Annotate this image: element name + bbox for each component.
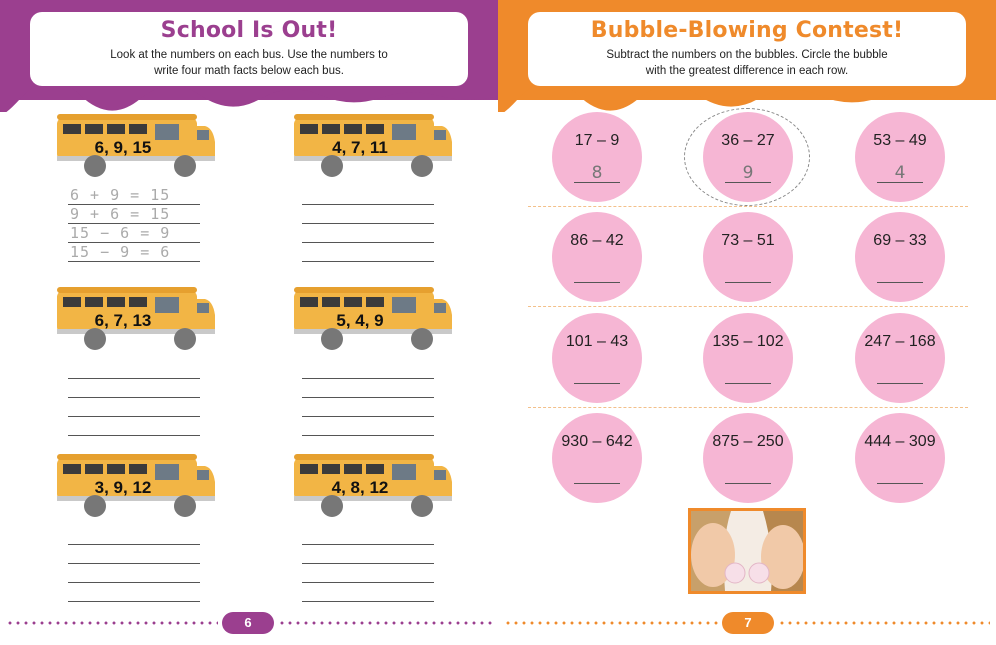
bus-numbers: 4, 7, 11 <box>332 138 388 157</box>
traced-fact: 9 + 6 = 15 <box>70 205 171 223</box>
page-title: Bubble-Blowing Contest! <box>590 18 904 43</box>
subtraction-problem: 86 – 42 <box>570 232 624 249</box>
bubble[interactable] <box>552 112 642 202</box>
subtraction-problem: 17 – 9 <box>574 132 620 149</box>
bus-numbers: 6, 9, 15 <box>94 138 152 157</box>
answer-line[interactable] <box>574 365 620 384</box>
school-bus <box>55 452 217 524</box>
answer-line[interactable] <box>302 417 434 436</box>
subtraction-problem: 69 – 33 <box>873 232 927 249</box>
footer-dots <box>278 621 492 625</box>
answer-line[interactable] <box>302 583 434 602</box>
answer-line[interactable] <box>574 264 620 283</box>
right-page <box>498 0 996 645</box>
page-title: School Is Out! <box>160 18 338 43</box>
subtraction-problem: 73 – 51 <box>721 232 775 249</box>
traced-fact: 15 − 9 = 6 <box>70 243 171 261</box>
bubble[interactable] <box>552 313 642 403</box>
subtraction-problem: 101 – 43 <box>565 333 629 350</box>
answer-line[interactable] <box>302 243 434 262</box>
answer-line[interactable] <box>877 264 923 283</box>
row-divider <box>528 306 968 307</box>
footer-dots <box>6 621 218 625</box>
answer-line[interactable]: 8 <box>574 164 620 183</box>
school-bus <box>55 112 217 184</box>
subtraction-problem: 444 – 309 <box>864 433 936 450</box>
school-bus <box>55 285 217 357</box>
answer-line[interactable] <box>302 224 434 243</box>
answer-line[interactable] <box>68 564 200 583</box>
bubble[interactable] <box>855 212 945 302</box>
fact-lines <box>302 186 434 262</box>
answer-line[interactable] <box>877 465 923 484</box>
fact-lines <box>68 360 200 436</box>
answer-line[interactable] <box>725 365 771 384</box>
fact-lines <box>302 360 434 436</box>
answer-line[interactable] <box>68 526 200 545</box>
page-number: 6 <box>222 612 274 634</box>
row-divider <box>528 407 968 408</box>
page-number: 7 <box>722 612 774 634</box>
subtraction-problem: 247 – 168 <box>864 333 936 350</box>
answer-line[interactable]: 4 <box>877 164 923 183</box>
traced-fact: 15 − 6 = 9 <box>70 224 171 242</box>
school-bus <box>292 285 454 357</box>
answer-line[interactable] <box>68 186 200 205</box>
bus-numbers: 5, 4, 9 <box>336 311 384 330</box>
bus-numbers: 6, 7, 13 <box>94 311 152 330</box>
bubble[interactable] <box>703 313 793 403</box>
answer-line[interactable]: 9 <box>725 164 771 183</box>
right-title-box <box>528 12 966 86</box>
subtraction-problem: 875 – 250 <box>712 433 784 450</box>
answer-line[interactable] <box>68 398 200 417</box>
subtraction-problem: 53 – 49 <box>873 132 927 149</box>
row-divider <box>528 206 968 207</box>
instructions: Subtract the numbers on the bubbles. Circle the bubble with the greatest difference in each row. <box>606 49 888 77</box>
bubble-gum-photo <box>688 508 806 594</box>
answer-line[interactable] <box>302 360 434 379</box>
answer-line[interactable] <box>877 365 923 384</box>
fact-lines <box>68 186 200 262</box>
answer-line[interactable] <box>68 545 200 564</box>
girls-blowing-bubbles-image <box>691 511 803 591</box>
answer-line[interactable] <box>68 243 200 262</box>
answer-line[interactable] <box>68 205 200 224</box>
answer-line[interactable] <box>302 205 434 224</box>
answer-line[interactable] <box>302 564 434 583</box>
bubble[interactable] <box>855 112 945 202</box>
bubble[interactable] <box>552 413 642 503</box>
answer-line[interactable] <box>68 360 200 379</box>
answer-line[interactable] <box>725 465 771 484</box>
school-bus <box>292 112 454 184</box>
subtraction-problem: 135 – 102 <box>712 333 784 350</box>
subtraction-problem: 36 – 27 <box>721 132 775 149</box>
answer-line[interactable] <box>302 526 434 545</box>
bus-numbers: 3, 9, 12 <box>94 478 152 497</box>
left-title-box <box>30 12 468 86</box>
bubble[interactable] <box>855 313 945 403</box>
traced-fact: 6 + 9 = 15 <box>70 186 171 204</box>
answer-line[interactable] <box>302 545 434 564</box>
bubble[interactable] <box>552 212 642 302</box>
bubble[interactable] <box>855 413 945 503</box>
bubble[interactable] <box>703 212 793 302</box>
answer-line[interactable] <box>68 417 200 436</box>
answer-line[interactable] <box>68 224 200 243</box>
footer-dots <box>778 621 990 625</box>
answer-line[interactable] <box>68 583 200 602</box>
answer-line[interactable] <box>68 379 200 398</box>
answer-line[interactable] <box>302 186 434 205</box>
fact-lines <box>68 526 200 602</box>
bubble[interactable] <box>703 413 793 503</box>
bubble-circled[interactable] <box>703 112 793 202</box>
left-banner-wave <box>0 86 498 112</box>
school-bus <box>292 452 454 524</box>
instructions: Look at the numbers on each bus. Use the numbers to write four math facts below each bus. <box>110 49 388 77</box>
fact-lines <box>302 526 434 602</box>
bus-numbers: 4, 8, 12 <box>331 478 389 497</box>
answer-line[interactable] <box>574 465 620 484</box>
footer-dots <box>504 621 718 625</box>
answer-line[interactable] <box>302 379 434 398</box>
answer-line[interactable] <box>725 264 771 283</box>
subtraction-problem: 930 – 642 <box>561 433 633 450</box>
answer-line[interactable] <box>302 398 434 417</box>
